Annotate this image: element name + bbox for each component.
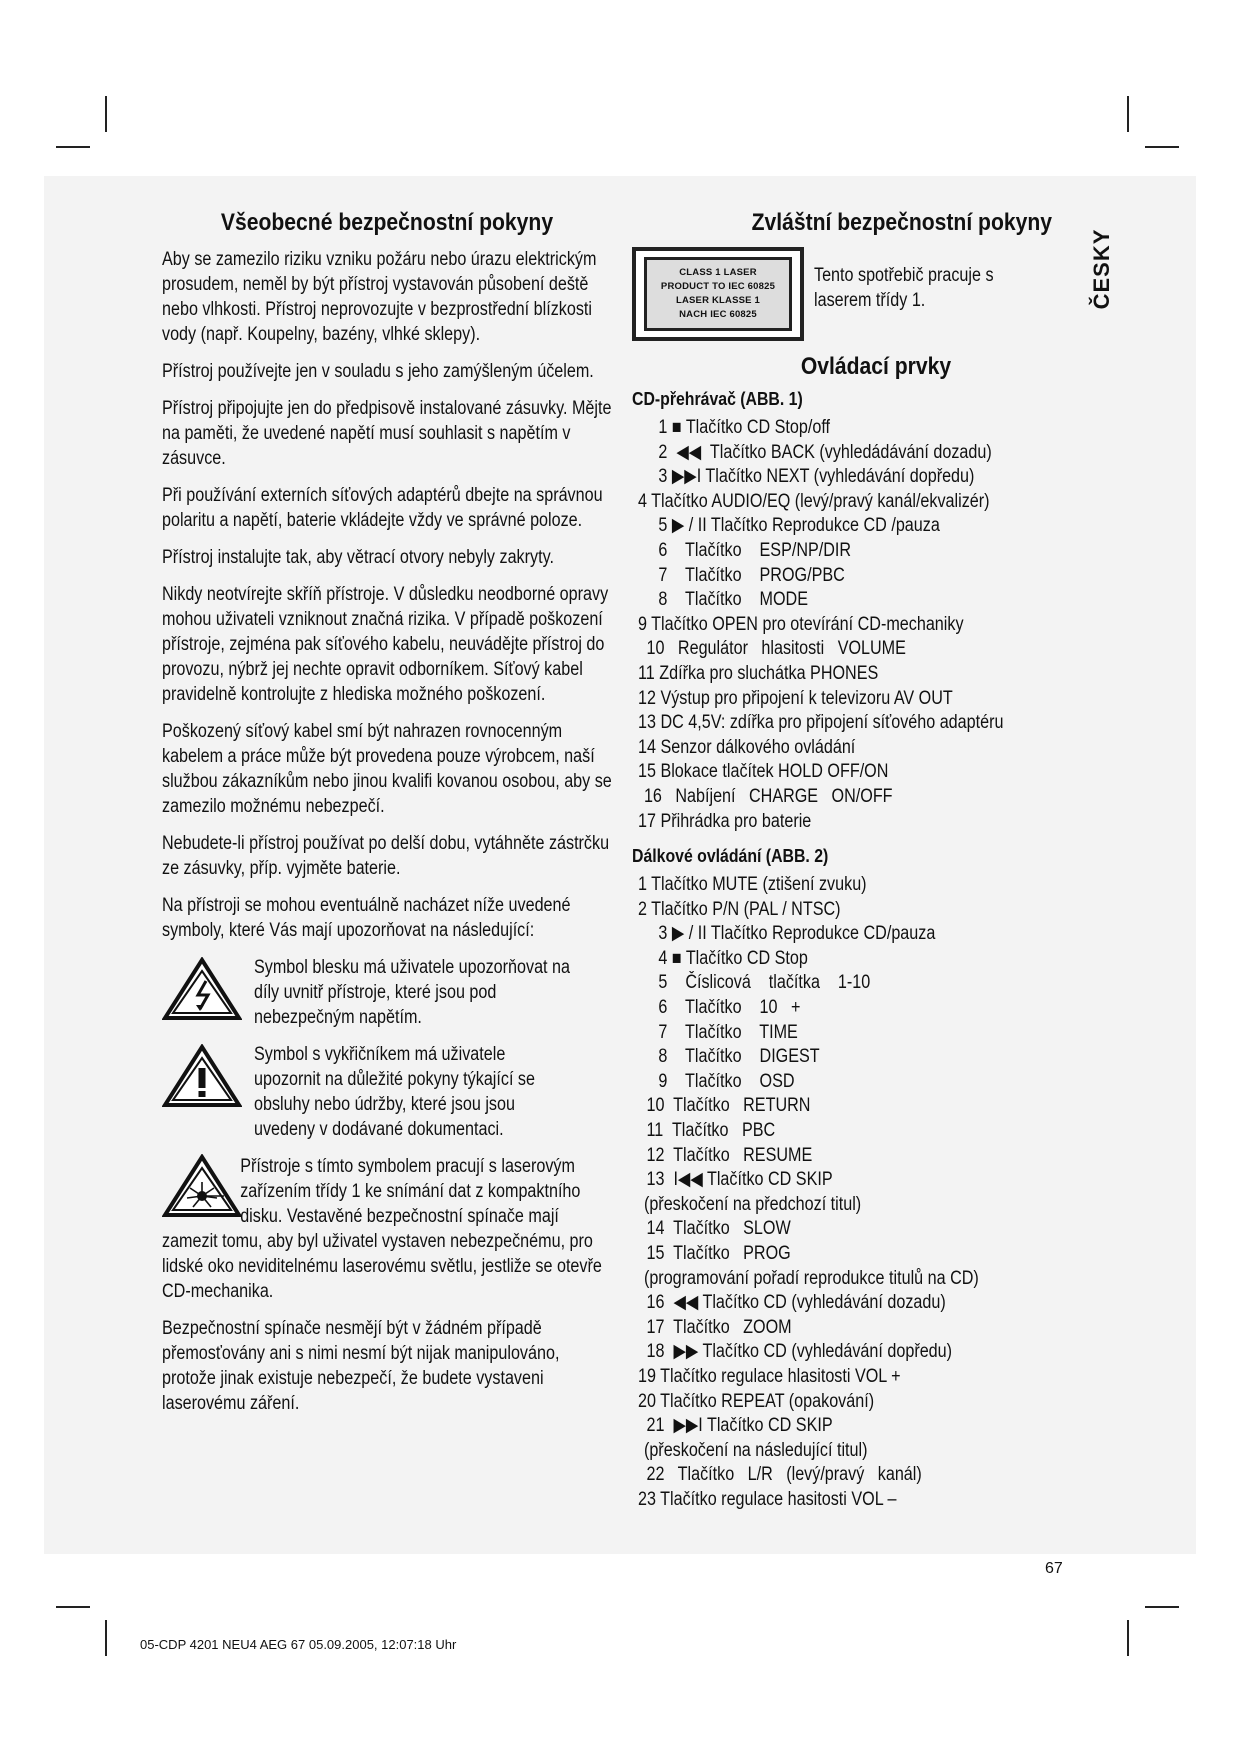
warning-text: Symbol blesku má uživatele upozorňovat na díly uvnitř přístroje, které jsou pod nebezpečným napětím. (254, 957, 571, 1028)
language-tab (1088, 216, 1116, 336)
controls-title: Ovládací prvky (800, 353, 952, 380)
paragraph: Při používání externích síťových adaptérů dbejte na správnou polaritu a napětí, baterie vkládejte vždy ve správné poloze. (162, 485, 603, 531)
paragraph: Na přístroji se mohou eventuálně nacházet níže uvedené symboly, které Vás mají upozorňovat na následující: (162, 895, 571, 941)
paragraph: Přístroj instalujte tak, aby větrací otvory nebyly zakryty. (162, 547, 554, 568)
list-item: (přeskočení na následující titul) (643, 1439, 868, 1461)
list-item: 11 Zdířka pro sluchátka PHONES (638, 662, 879, 684)
crop-mark (1145, 146, 1179, 148)
list-item: 15 Blokace tlačítek HOLD OFF/ON (638, 761, 889, 783)
laser-notice (632, 247, 1052, 339)
laser-class-label (632, 247, 804, 341)
paragraph: Nebudete-li přístroj používat po delší dobu, vytáhněte zástrčku ze zásuvky, příp. vyjměte baterie. (162, 833, 610, 879)
warning-lightning (162, 955, 612, 1030)
list-item: 21 ▶▶I Tlačítko CD SKIP (646, 1415, 833, 1437)
list-item: (přeskočení na předchozí titul) (643, 1193, 862, 1215)
list-item: 9 Tlačítko OPEN pro otevírání CD-mechaniky (638, 613, 964, 635)
list-item: 22 Tlačítko L/R (levý/pravý kanál) (646, 1464, 922, 1486)
crop-mark (105, 1620, 107, 1656)
laser-label-line: PRODUCT TO IEC 60825 (660, 281, 776, 292)
list-item: 17 Přihrádka pro baterie (638, 810, 812, 832)
paragraph: Bezpečnostní spínače nesmějí být v žádném případě přemosťovány ani s nimi nesmí být nijak manipulováno, protože jinak existuje nebezpečí, že budete vystaveni laserovému záření. (162, 1318, 560, 1414)
list-item: 15 Tlačítko PROG (646, 1243, 791, 1264)
list-item: 12 Výstup pro připojení k televizoru AV OUT (638, 687, 953, 709)
list-item: 13 I◀◀ Tlačítko CD SKIP (646, 1169, 833, 1191)
list-item: 11 Tlačítko PBC (646, 1120, 776, 1142)
exclamation-warning-icon (162, 1044, 242, 1108)
paragraph: Nikdy neotvírejte skříň přístroje. V důsledku neodborné opravy mohou uživateli vzniknout značná rizika. V případě poškození přístroje, zejména pak síťového kabelu, neuvádějte přístroj do provozu, nýbrž jej nechte opravit odborníkem. Síťový kabel pravidelně kontrolujte z hlediska možného poškození. (162, 584, 609, 705)
list-item: 6 Tlačítko ESP/NP/DIR (658, 539, 852, 561)
list-item: 20 Tlačítko REPEAT (opakování) (638, 1390, 875, 1412)
crop-mark (1145, 1606, 1179, 1608)
list-item: 13 DC 4,5V: zdířka pro připojení síťového adaptéru (638, 712, 1004, 734)
list-item: 23 Tlačítko regulace hasitosti VOL – (638, 1488, 897, 1510)
crop-mark (56, 146, 90, 148)
laser-label-inner (644, 257, 792, 331)
laser-label-line: LASER KLASSE 1 (675, 295, 761, 306)
list-item: 16 Nabíjení CHARGE ON/OFF (643, 785, 893, 807)
list-item: 7 Tlačítko PROG/PBC (658, 564, 845, 586)
list-item: 3 ▶▶I Tlačítko NEXT (vyhledávání dopředu) (658, 466, 975, 488)
language-label: ČESKY (1089, 228, 1114, 310)
list-item: 19 Tlačítko regulace hlasitosti VOL + (638, 1365, 901, 1387)
crop-mark (1127, 96, 1129, 132)
warning-exclamation (162, 1042, 612, 1142)
list-item: 10 Tlačítko RETURN (646, 1095, 811, 1117)
list-item: 1 Tlačítko MUTE (ztišení zvuku) (638, 874, 867, 896)
paragraph: Přístroj připojujte jen do předpisově instalované zásuvky. Mějte na paměti, že uvedené napětí musí souhlasit s napětím v zásuvce. (162, 398, 612, 469)
list-item: 8 Tlačítko MODE (658, 589, 808, 611)
laser-notice-text: Tento spotřebič pracuje s laserem třídy 1. (814, 265, 994, 311)
laser-label-line: CLASS 1 LASER (679, 267, 757, 278)
special-safety-title: Zvláštní bezpečnostní pokyny (751, 209, 1052, 236)
list-item: 12 Tlačítko RESUME (646, 1144, 813, 1166)
list-item: 5 ▶ / II Tlačítko Reprodukce CD /pauza (658, 515, 940, 537)
warning-text: Symbol s vykřičníkem má uživatele upozornit na důležité pokyny týkající se obsluhy nebo údržby, které jsou jsou uvedeny v dodávané dokumentaci. (254, 1044, 535, 1140)
crop-mark (56, 1606, 90, 1608)
list-item: 4 Tlačítko AUDIO/EQ (levý/pravý kanál/ekvalizér) (638, 490, 990, 512)
list-item: 1 ■ Tlačítko CD Stop/off (658, 417, 831, 438)
warning-laser (162, 1154, 612, 1304)
crop-mark (1127, 1620, 1129, 1656)
list-item: 6 Tlačítko 10 + (658, 997, 801, 1019)
right-column (632, 209, 1052, 1513)
list-item: 2 Tlačítko P/N (PAL / NTSC) (638, 898, 841, 920)
warning-text: Přístroje s tímto symbolem pracují s laserovým zařízením třídy 1 ke snímání dat z kompaktního disku. Vestavěné bezpečnostní spínače mají zamezit tomu, aby byl uživatel vystaven nebezpečnému, pro lidské oko neviditelnému laserovému světlu, jestliže se otevře CD-mechanika. (162, 1156, 602, 1302)
cd-player-subtitle: CD-přehrávač (ABB. 1) (632, 389, 803, 409)
general-safety-title: Všeobecné bezpečnostní pokyny (220, 209, 554, 236)
list-item: 8 Tlačítko DIGEST (658, 1046, 820, 1068)
list-item: 2 ◀◀ Tlačítko BACK (vyhledádávání dozadu) (658, 441, 992, 463)
list-item: 14 Senzor dálkového ovládání (638, 736, 856, 758)
print-footer: 05-CDP 4201 NEU4 AEG 67 05.09.2005, 12:07:18 Uhr (140, 1637, 457, 1652)
crop-mark (105, 96, 107, 132)
cd-controls-list (638, 416, 1052, 834)
page-number: 67 (1045, 1560, 1063, 1577)
paragraph: Aby se zamezilo riziku vzniku požáru nebo úrazu elektrickým prosudem, neměl by být přístroj vystavován působení deště nebo vlhkosti. Přístroj neprovozujte v bezprostřední blízkosti vody (např. Koupelny, bazény, vlhké sklepy). (162, 249, 597, 345)
left-column (162, 209, 612, 1428)
list-item: 5 Číslicová tlačítka 1-10 (658, 972, 871, 994)
list-item: 7 Tlačítko TIME (658, 1021, 798, 1043)
laser-label-line: NACH IEC 60825 (679, 309, 757, 320)
list-item: 10 Regulátor hlasitosti VOLUME (646, 638, 906, 660)
list-item: 3 ▶ / II Tlačítko Reprodukce CD/pauza (658, 923, 936, 945)
list-item: 4 ■ Tlačítko CD Stop (658, 947, 808, 969)
paragraph: Přístroj používejte jen v souladu s jeho zamýšleným účelem. (162, 361, 594, 382)
list-item: 14 Tlačítko SLOW (646, 1218, 791, 1240)
list-item: 17 Tlačítko ZOOM (646, 1316, 792, 1338)
remote-controls-list (638, 873, 1052, 1512)
list-item: 9 Tlačítko OSD (658, 1070, 795, 1092)
list-item: 18 ▶▶ Tlačítko CD (vyhledávání dopředu) (646, 1341, 953, 1363)
list-item: 16 ◀◀ Tlačítko CD (vyhledávání dozadu) (646, 1292, 946, 1314)
paragraph: Poškozený síťový kabel smí být nahrazen rovnocenným kabelem a práce může být provedena pouze výrobcem, naší službou zákazníkům nebo jinou kvalifi kovanou osobou, aby se zamezilo možnému nebezpečí. (162, 721, 612, 817)
remote-subtitle: Dálkové ovládání (ABB. 2) (632, 846, 829, 867)
lightning-warning-icon (162, 957, 242, 1021)
list-item: (programování pořadí reprodukce titulů na CD) (643, 1267, 979, 1289)
